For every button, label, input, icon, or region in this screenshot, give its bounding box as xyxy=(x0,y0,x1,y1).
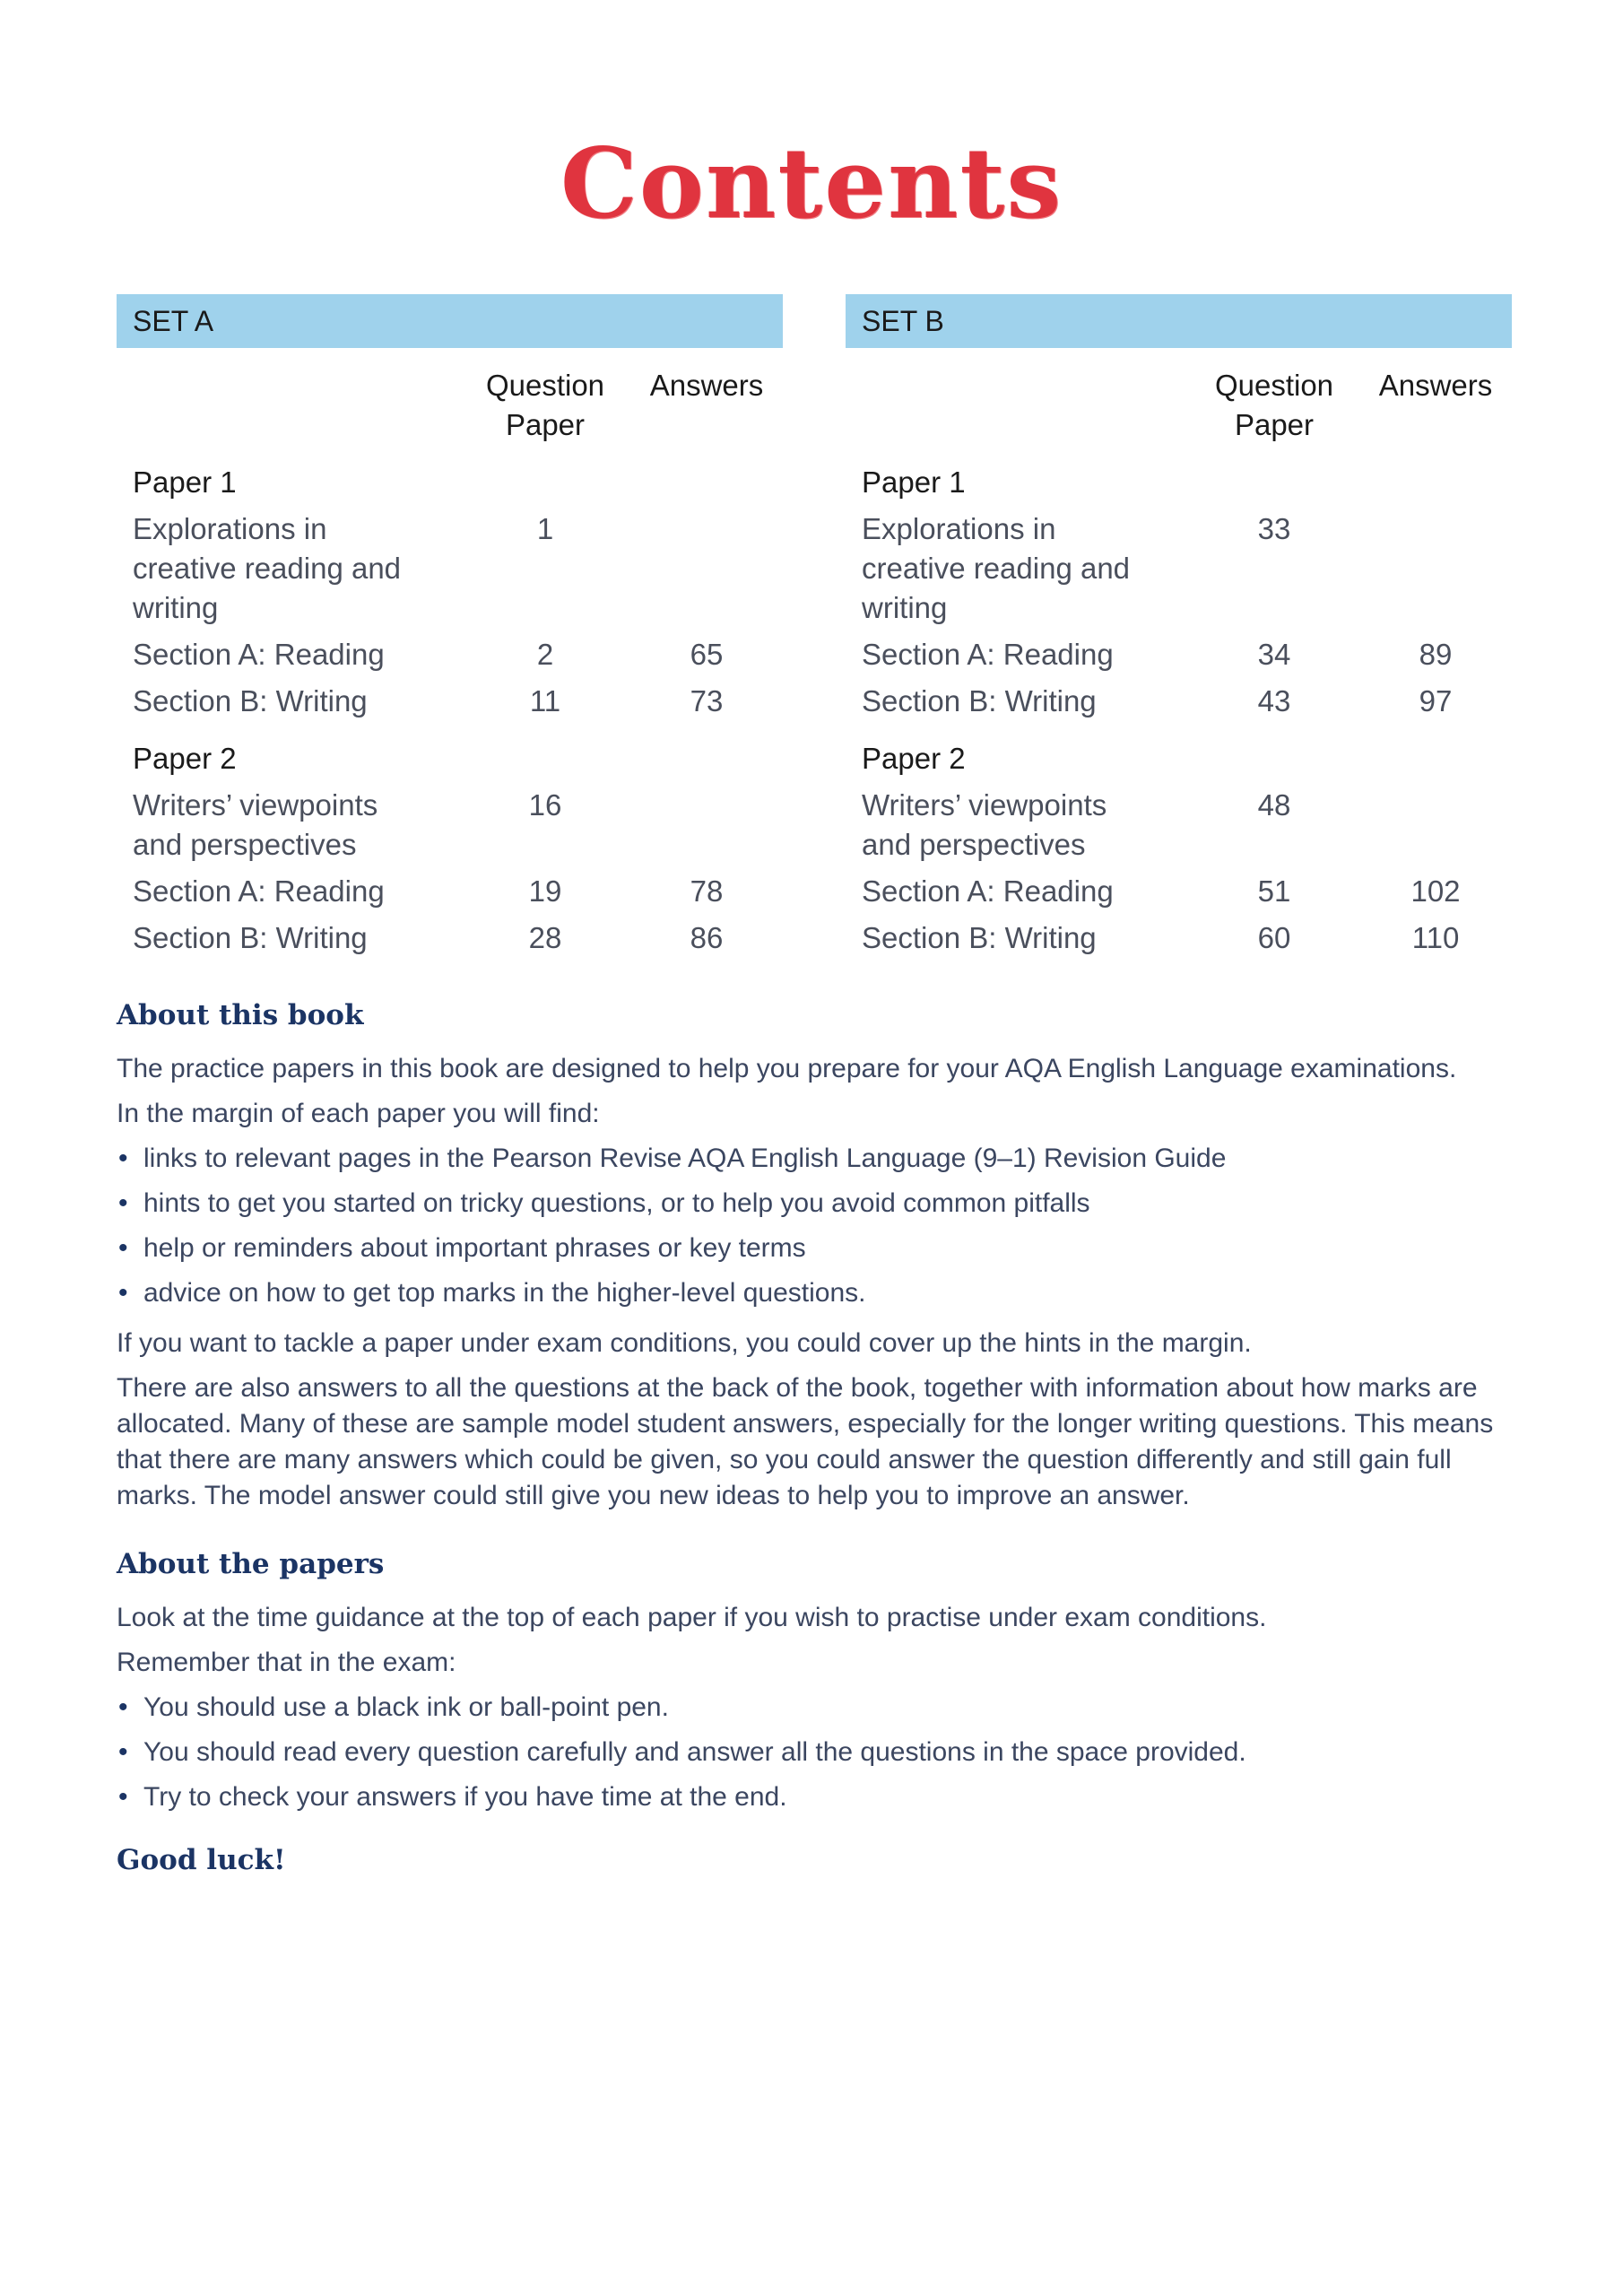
answers-page: 86 xyxy=(690,921,724,954)
page-title: Contents xyxy=(560,127,1063,240)
answers-page: 110 xyxy=(1411,921,1460,954)
question-page: 60 xyxy=(1257,921,1291,954)
contents-set-a xyxy=(117,294,783,965)
toc-row[interactable] xyxy=(117,872,783,911)
row-label: Section A: Reading xyxy=(862,874,1114,908)
answers-page: 65 xyxy=(690,638,724,671)
bullet-list xyxy=(117,1141,1515,1311)
closing-text: Good luck! xyxy=(117,1844,286,1876)
list-item: • advice on how to get top marks in the higher-level questions. xyxy=(117,1275,1515,1311)
contents-set-b xyxy=(846,294,1512,965)
column-header-answers: Answers xyxy=(1378,369,1493,402)
question-page: 48 xyxy=(1257,788,1291,822)
paper-heading: Paper 2 xyxy=(862,742,966,775)
question-page: 1 xyxy=(536,512,554,545)
toc-row[interactable] xyxy=(117,682,783,721)
question-page: 33 xyxy=(1257,512,1291,545)
toc-row[interactable] xyxy=(846,509,1512,628)
about-this-book-section xyxy=(117,997,1515,1878)
row-label: Section A: Reading xyxy=(862,638,1114,671)
row-label: Section B: Writing xyxy=(862,921,1097,954)
row-label: Section B: Writing xyxy=(133,684,368,718)
column-header-question: Question Paper xyxy=(485,369,605,441)
bullet-icon: • xyxy=(118,1692,128,1722)
toc-row[interactable] xyxy=(846,872,1512,911)
bullet-icon: • xyxy=(118,1188,128,1218)
paper-heading: Paper 1 xyxy=(133,465,237,499)
list-item: • You should read every question carefully and answer all the questions in the space provided. xyxy=(117,1735,1515,1770)
question-page: 51 xyxy=(1257,874,1291,908)
paragraph: Look at the time guidance at the top of each paper if you wish to practise under exam conditions. xyxy=(117,1603,1267,1632)
row-label: Section A: Reading xyxy=(133,638,385,671)
toc-row[interactable] xyxy=(117,635,783,674)
question-page: 19 xyxy=(528,874,562,908)
question-page: 11 xyxy=(529,684,561,718)
answers-page: 78 xyxy=(690,874,724,908)
toc-row[interactable] xyxy=(846,682,1512,721)
row-label: Section B: Writing xyxy=(862,684,1097,718)
set-header: SET B xyxy=(846,294,1512,348)
bullet-icon: • xyxy=(118,1144,128,1173)
column-headers xyxy=(846,366,1512,445)
question-page: 16 xyxy=(528,788,562,822)
question-page: 43 xyxy=(1257,684,1291,718)
question-page: 34 xyxy=(1257,638,1291,671)
column-header-answers: Answers xyxy=(649,369,764,402)
row-label: Writers’ viewpoints and perspectives xyxy=(862,788,1107,861)
section-heading: About this book xyxy=(117,999,364,1031)
paragraph: Remember that in the exam: xyxy=(117,1648,456,1677)
paper-heading: Paper 1 xyxy=(862,465,966,499)
answers-page: 89 xyxy=(1419,638,1453,671)
toc-row[interactable] xyxy=(846,786,1512,865)
column-header-question: Question Paper xyxy=(1214,369,1334,441)
bullet-icon: • xyxy=(118,1278,128,1308)
bullet-icon: • xyxy=(118,1233,128,1263)
bullet-list xyxy=(117,1690,1515,1815)
row-label: Writers’ viewpoints and perspectives xyxy=(133,788,378,861)
set-header: SET A xyxy=(117,294,783,348)
paragraph: The practice papers in this book are designed to help you prepare for your AQA English Language examinations. xyxy=(117,1054,1457,1083)
list-item: • Try to check your answers if you have time at the end. xyxy=(117,1779,1515,1815)
answers-page: 73 xyxy=(690,684,724,718)
list-item: • hints to get you started on tricky questions, or to help you avoid common pitfalls xyxy=(117,1186,1515,1222)
bullet-icon: • xyxy=(118,1782,128,1812)
bullet-icon: • xyxy=(118,1737,128,1767)
row-label: Section B: Writing xyxy=(133,921,368,954)
paragraph: In the margin of each paper you will find: xyxy=(117,1099,600,1128)
toc-row[interactable] xyxy=(117,786,783,865)
toc-row[interactable] xyxy=(846,635,1512,674)
section-heading: About the papers xyxy=(117,1548,385,1580)
list-item: • help or reminders about important phrases or key terms xyxy=(117,1231,1515,1266)
paragraph: There are also answers to all the questions at the back of the book, together with information about how marks are allocated. Many of these are sample model student answers, especially for the longer writing questions. This means that there are many answers which could be given, so you could answer the question differently and still gain full marks. The model answer could still give you new ideas to help you to improve an answer. xyxy=(117,1373,1494,1510)
question-page: 2 xyxy=(536,638,554,671)
toc-row[interactable] xyxy=(846,918,1512,958)
answers-page: 97 xyxy=(1419,684,1453,718)
list-item: • links to relevant pages in the Pearson Revise AQA English Language (9–1) Revision Guide xyxy=(117,1141,1515,1177)
column-headers xyxy=(117,366,783,445)
row-label: Section A: Reading xyxy=(133,874,385,908)
question-page: 28 xyxy=(528,921,562,954)
answers-page: 102 xyxy=(1410,874,1461,908)
paragraph: If you want to tackle a paper under exam conditions, you could cover up the hints in the margin. xyxy=(117,1328,1252,1358)
toc-row[interactable] xyxy=(117,918,783,958)
row-label: Explorations in creative reading and writing xyxy=(133,512,402,624)
toc-row[interactable] xyxy=(117,509,783,628)
list-item: • You should use a black ink or ball-point pen. xyxy=(117,1690,1515,1726)
row-label: Explorations in creative reading and writing xyxy=(862,512,1131,624)
paper-heading: Paper 2 xyxy=(133,742,237,775)
